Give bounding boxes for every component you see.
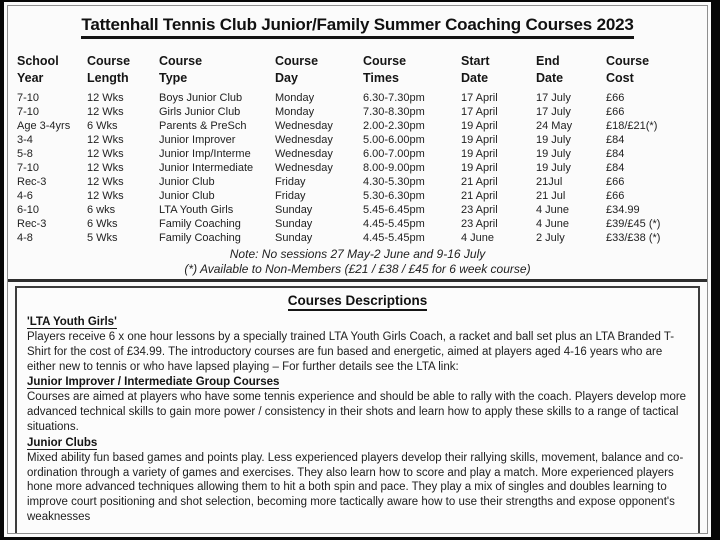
table-cell: Friday: [275, 176, 306, 188]
table-row: [17, 105, 707, 119]
table-row: [17, 161, 707, 175]
table-cell: 7-10: [17, 162, 40, 174]
column-header: End Date: [536, 54, 564, 85]
column-header: Course Length: [87, 54, 131, 85]
table-cell: Family Coaching: [159, 218, 241, 230]
column-header: Course Day: [275, 54, 319, 85]
table-cell: Rec-3: [17, 176, 47, 188]
table-cell: 17 April: [461, 92, 498, 104]
table-row: [17, 147, 707, 161]
table-cell: £66: [606, 176, 625, 188]
table-cell: 17 July: [536, 92, 571, 104]
table-cell: 19 July: [536, 162, 571, 174]
column-header: Course Times: [363, 54, 407, 85]
table-cell: Girls Junior Club: [159, 106, 241, 118]
table-cell: Sunday: [275, 204, 313, 216]
table-cell: 2.00-2.30pm: [363, 120, 425, 132]
table-cell: 4 June: [461, 232, 495, 244]
table-row: [17, 231, 707, 245]
table-cell: Monday: [275, 106, 315, 118]
table-cell: 19 April: [461, 120, 498, 132]
table-cell: 7-10: [17, 92, 40, 104]
table-cell: 23 April: [461, 218, 498, 230]
table-cell: 12 Wks: [87, 162, 124, 174]
table-cell: 6.30-7.30pm: [363, 92, 425, 104]
table-cell: Junior Club: [159, 176, 215, 188]
table-cell: 17 July: [536, 106, 571, 118]
table-cell: Family Coaching: [159, 232, 241, 244]
table-cell: 6 Wks: [87, 120, 118, 132]
table-cell: Monday: [275, 92, 315, 104]
table-cell: Junior Club: [159, 190, 215, 202]
table-cell: 4.30-5.30pm: [363, 176, 425, 188]
table-cell: £18/£21(*): [606, 120, 658, 132]
section-title: [27, 315, 688, 330]
table-cell: £66: [606, 92, 625, 104]
table-cell: 4 June: [536, 218, 570, 230]
section-title: [27, 436, 688, 451]
table-cell: 2 July: [536, 232, 565, 244]
note-line: (*) Available to Non-Members (£21 / £38 / £45 for 6 week course): [184, 261, 531, 276]
table-row: [17, 175, 707, 189]
table-cell: Rec-3: [17, 218, 47, 230]
table-cell: 24 May: [536, 120, 573, 132]
table-cell: 12 Wks: [87, 134, 124, 146]
table-cell: Junior Imp/Interme: [159, 148, 251, 160]
table-cell: 5.45-6.45pm: [363, 204, 425, 216]
table-cell: 17 April: [461, 106, 498, 118]
courses-descriptions-box: [15, 286, 700, 534]
table-cell: 7.30-8.30pm: [363, 106, 425, 118]
table-cell: 12 Wks: [87, 148, 124, 160]
table-cell: 5-8: [17, 148, 33, 160]
table-cell: 12 Wks: [87, 92, 124, 104]
table-cell: 3-4: [17, 134, 33, 146]
table-cell: 6 Wks: [87, 218, 118, 230]
table-row: [17, 203, 707, 217]
column-header: Start Date: [461, 54, 490, 85]
section-body: Mixed ability fun based games and points play. Less experienced players develop their rallying skills, movement, balance and co-ordination through a variety of games and exercises. They also learn how to score and play a match. More experienced players hone more advanced techniques allowing them to hit a both spin and pace. They play a mix of singles and doubles learning to improve court positioning and shot selection, becoming more tactically aware how to use their strengths and expose opponent's weaknesses: [27, 451, 684, 523]
table-cell: 5 Wks: [87, 232, 118, 244]
section-title-text: 'LTA Youth Girls': [27, 316, 117, 328]
table-cell: 19 July: [536, 148, 571, 160]
section-title-text: Junior Improver / Intermediate Group Courses: [27, 376, 280, 389]
scanned-page: [4, 2, 711, 537]
descriptions-sections: [27, 315, 688, 525]
page-frame: [7, 5, 708, 534]
course-table-header: [17, 53, 707, 87]
table-cell: 7-10: [17, 106, 40, 118]
table-row: [17, 91, 707, 105]
table-cell: Parents & PreSch: [159, 120, 247, 132]
table-cell: 19 July: [536, 134, 571, 146]
table-cell: 8.00-9.00pm: [363, 162, 425, 174]
table-cell: 19 April: [461, 162, 498, 174]
table-cell: 19 April: [461, 134, 498, 146]
table-cell: 19 April: [461, 148, 498, 160]
table-cell: £84: [606, 162, 625, 174]
table-cell: £84: [606, 134, 625, 146]
table-cell: 6.00-7.00pm: [363, 148, 425, 160]
table-row: [17, 133, 707, 147]
table-cell: Wednesday: [275, 134, 333, 146]
table-cell: 21 April: [461, 190, 498, 202]
column-header: Course Cost: [606, 54, 650, 85]
table-cell: £66: [606, 106, 625, 118]
table-cell: Sunday: [275, 218, 313, 230]
section-title: [27, 375, 688, 390]
table-cell: Junior Intermediate: [159, 162, 254, 174]
column-header: School Year: [17, 54, 59, 85]
descriptions-heading: [27, 293, 688, 311]
column-header: Course Type: [159, 54, 203, 85]
table-cell: Wednesday: [275, 120, 333, 132]
table-cell: £33/£38 (*): [606, 232, 661, 244]
table-cell: LTA Youth Girls: [159, 204, 234, 216]
table-row: [17, 189, 707, 203]
table-row: [17, 119, 707, 133]
section-title-text: Junior Clubs: [27, 436, 98, 449]
table-cell: 5.30-6.30pm: [363, 190, 425, 202]
table-cell: £84: [606, 148, 625, 160]
table-cell: Wednesday: [275, 162, 333, 174]
table-cell: Age 3-4yrs: [17, 120, 71, 132]
table-cell: £39/£45 (*): [606, 218, 661, 230]
table-cell: 4-8: [17, 232, 33, 244]
table-cell: 23 April: [461, 204, 498, 216]
table-cell: 4.45-5.45pm: [363, 232, 425, 244]
table-cell: Sunday: [275, 232, 313, 244]
table-cell: £34.99: [606, 204, 640, 216]
table-cell: 6 wks: [87, 204, 116, 216]
table-cell: Friday: [275, 190, 306, 202]
table-notes: [8, 247, 707, 276]
section-body: Courses are aimed at players who have some tennis experience and should be able to rally with the coach. Players develop more advanced technical skills to gain more power / consistency in their shots and learn how to apply these skills to a range of tactical situations.: [27, 391, 687, 433]
table-cell: 5.00-6.00pm: [363, 134, 425, 146]
table-row: [17, 217, 707, 231]
table-cell: 12 Wks: [87, 176, 124, 188]
section-divider: [8, 279, 707, 282]
table-cell: 12 Wks: [87, 106, 124, 118]
page-title: [8, 15, 707, 39]
table-cell: 12 Wks: [87, 190, 124, 202]
table-cell: 6-10: [17, 204, 40, 216]
table-cell: £66: [606, 190, 625, 202]
table-cell: 4 June: [536, 204, 570, 216]
table-cell: Junior Improver: [159, 134, 236, 146]
course-table-body: [17, 91, 707, 245]
note-line: Note: No sessions 27 May-2 June and 9-16 July: [229, 247, 486, 261]
table-cell: Boys Junior Club: [159, 92, 243, 104]
table-cell: 4.45-5.45pm: [363, 218, 425, 230]
table-cell: 4-6: [17, 190, 33, 202]
descriptions-heading-text: Courses Descriptions: [288, 293, 428, 311]
page-title-text: Tattenhall Tennis Club Junior/Family Summer Coaching Courses 2023: [81, 15, 633, 39]
table-cell: 21 Jul: [536, 190, 566, 202]
table-cell: 21 April: [461, 176, 498, 188]
section-body: Players receive 6 x one hour lessons by a specially trained LTA Youth Girls Coach, a racket and ball set plus an LTA Branded T-Shirt for the cost of £34.99. The introductory courses are fun based and energetic, aimed at players aged 4-16 years who are either new to tennis or who have lapsed playing – For further details see the LTA link:: [27, 331, 675, 373]
table-cell: Wednesday: [275, 148, 333, 160]
table-cell: 21Jul: [536, 176, 563, 188]
